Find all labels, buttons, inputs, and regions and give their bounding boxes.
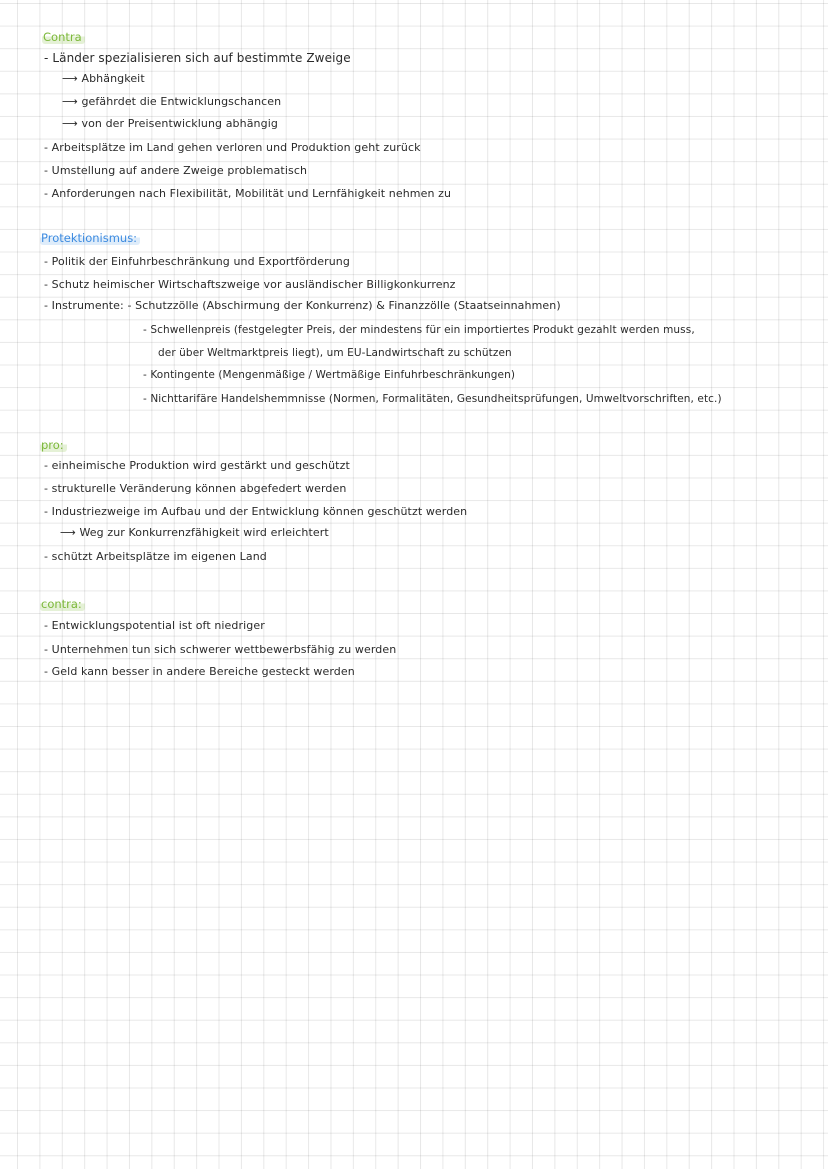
heading-contra: contra: [40, 597, 85, 611]
note-line: - Umstellung auf andere Zweige problematisch [44, 164, 308, 177]
note-line: - Schwellenpreis (festgelegter Preis, der mindestens für ein importiertes Produkt gezahlt werden muss, [143, 324, 695, 336]
note-line: - schützt Arbeitsplätze im eigenen Land [44, 550, 267, 563]
heading-pro: pro: [40, 438, 67, 452]
note-line: ⟶ von der Preisentwicklung abhängig [62, 117, 278, 130]
note-line: - Kontingente (Mengenmäßige / Wertmäßige Einfuhrbeschränkungen) [143, 369, 516, 381]
heading-contra: Contra [42, 30, 85, 44]
note-line: - strukturelle Veränderung können abgefedert werden [44, 482, 347, 495]
note-line: - Anforderungen nach Flexibilität, Mobilität und Lernfähigkeit nehmen zu [44, 187, 452, 200]
note-line: - Industriezweige im Aufbau und der Entwicklung können geschützt werden [44, 505, 468, 518]
note-line: der über Weltmarktpreis liegt), um EU-Landwirtschaft zu schützen [158, 347, 512, 359]
note-line: - Instrumente: - Schutzzölle (Abschirmung der Konkurrenz) & Finanzzölle (Staatseinnahmen) [44, 299, 561, 312]
heading-protektionismus: Protektionismus: [40, 231, 140, 245]
note-line: - Politik der Einfuhrbeschränkung und Exportförderung [44, 255, 350, 268]
note-line: - Arbeitsplätze im Land gehen verloren und Produktion geht zurück [44, 141, 421, 154]
note-line: - Schutz heimischer Wirtschaftszweige vor ausländischer Billigkonkurrenz [44, 278, 456, 291]
note-line: - Entwicklungspotential ist oft niedriger [44, 619, 265, 632]
note-line: ⟶ Weg zur Konkurrenzfähigkeit wird erleichtert [60, 526, 329, 539]
note-line: ⟶ gefährdet die Entwicklungschancen [62, 95, 282, 108]
note-line: - Unternehmen tun sich schwerer wettbewerbsfähig zu werden [44, 643, 397, 656]
note-line: - Länder spezialisieren sich auf bestimmte Zweige [44, 51, 351, 65]
note-line: - Nichttarifäre Handelshemmnisse (Normen, Formalitäten, Gesundheitsprüfungen, Umweltvorschriften, etc.) [143, 393, 722, 405]
note-line: - einheimische Produktion wird gestärkt und geschützt [44, 459, 350, 472]
note-line: - Geld kann besser in andere Bereiche gesteckt werden [44, 665, 355, 678]
note-line: ⟶ Abhängkeit [62, 72, 145, 85]
